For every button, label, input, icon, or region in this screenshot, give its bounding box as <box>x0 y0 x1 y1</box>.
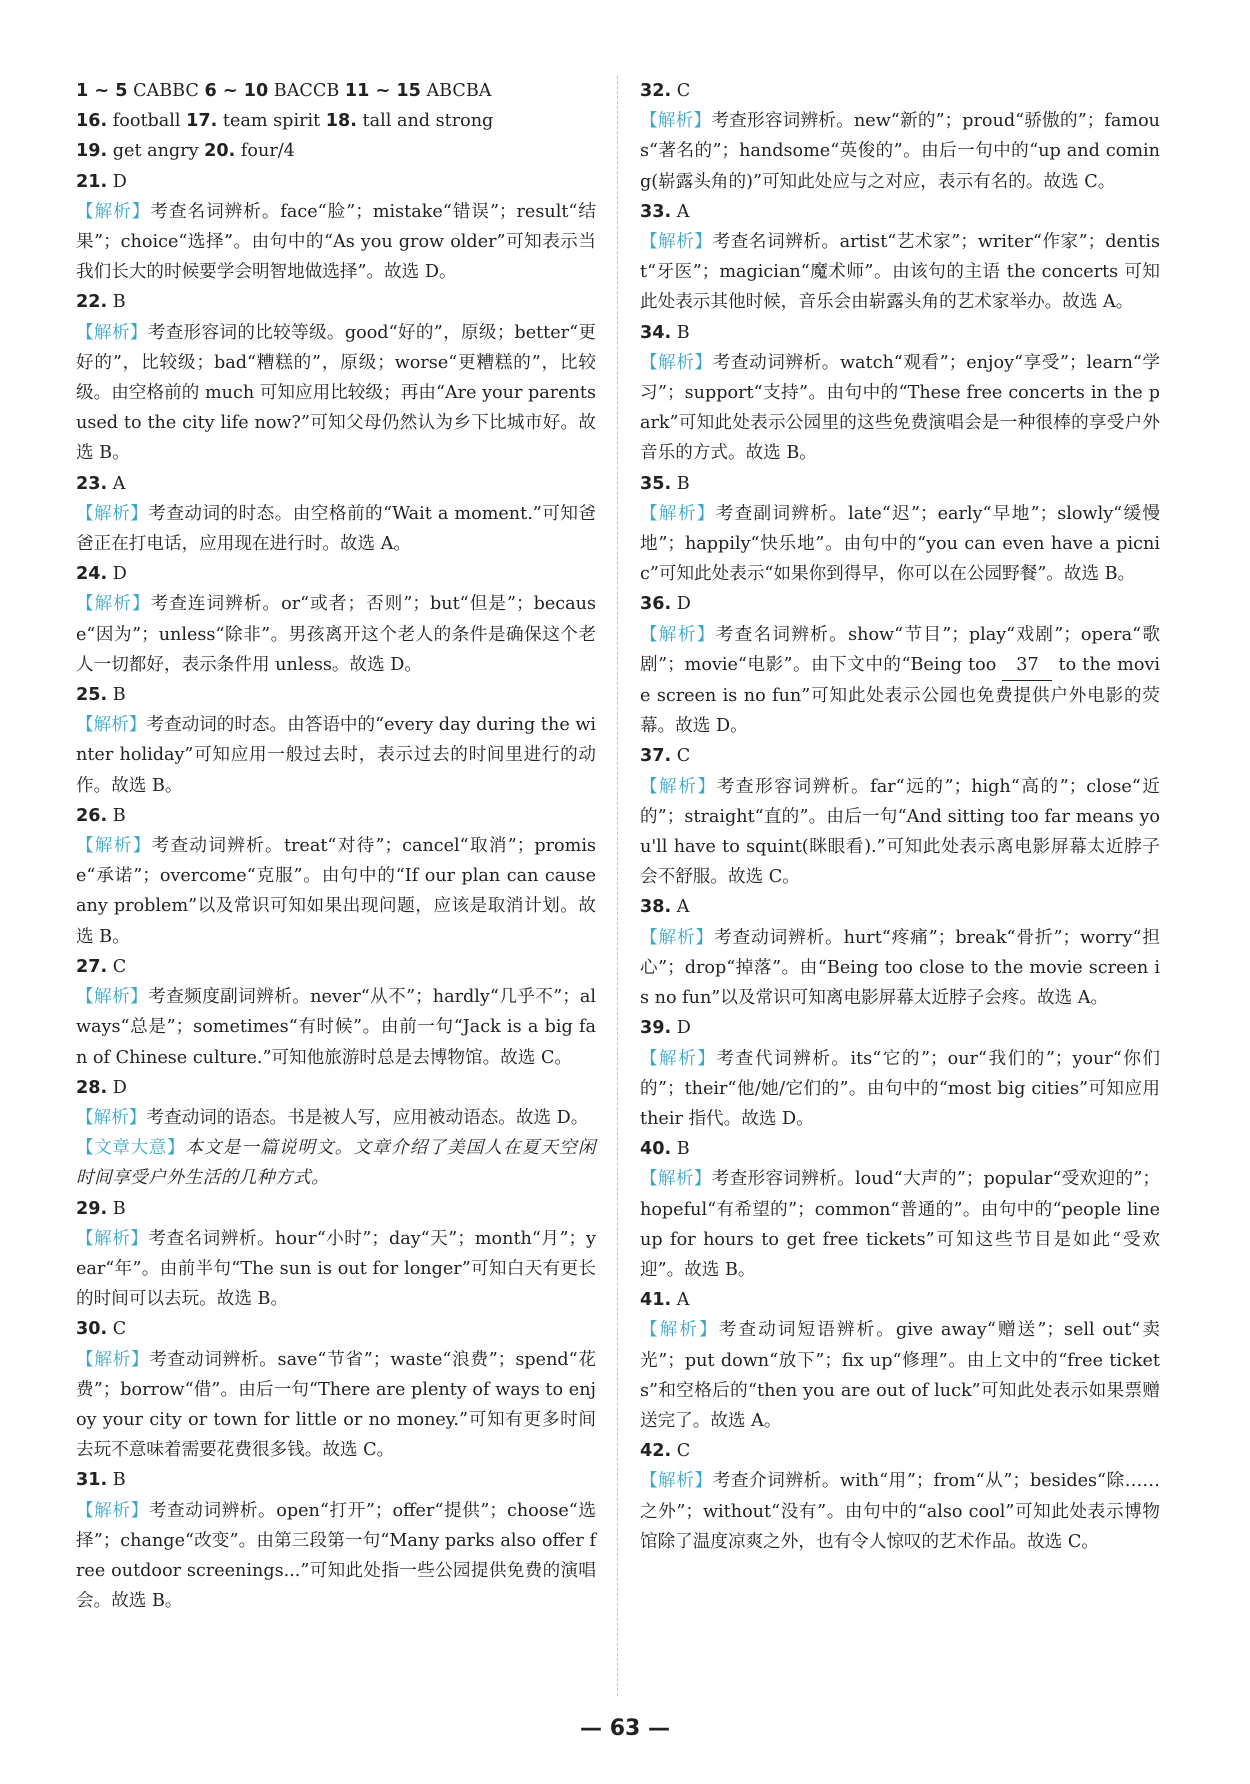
analysis-text: 考查名词辨析。artist“艺术家”；writer“作家”；dentist“牙医”；magician“魔术师”。由该句的主语 the concerts 可知此处表示其他时候，音乐会由崭露头角的艺术家举办。故选 A。 <box>640 232 1160 313</box>
question-number: 34. <box>640 322 672 343</box>
analysis-text: 考查动词辨析。watch“观看”；enjoy“享受”；learn“学习”；support“支持”。由句中的“These free concerts in the park”可知此处表示公园里的这些免费演唱会是一种很棒的享受户外音乐的方式。故选 B。 <box>640 352 1160 464</box>
item-29 <box>76 1194 596 1315</box>
question-number: 42. <box>640 1441 672 1462</box>
analysis-tag: 【解析】 <box>640 1320 719 1341</box>
question-number: 31. <box>76 1470 108 1491</box>
left-column <box>76 76 596 1616</box>
item-25 <box>76 680 596 801</box>
analysis-text: 考查形容词辨析。far“远的”；high“高的”；close“近的”；straight“直的”。由后一句“And sitting too far means you'll have to squint(眯眼看).”可知此处表示离电影屏幕太近脖子会不舒服。故选 C。 <box>640 776 1160 888</box>
question-number: 41. <box>640 1290 672 1311</box>
analysis-text: 考查形容词辨析。loud“大声的”；popular“受欢迎的”；hopeful“有希望的”；common“普通的”。由句中的“people line up for hours to get free tickets”可知这些节目是如此“受欢迎”。故选 B。 <box>640 1169 1160 1280</box>
item-31 <box>76 1465 596 1616</box>
analysis-text: 考查动词辨析。save“节省”；waste“浪费”；spend“花费”；borrow“借”。由后一句“There are plenty of ways to enjoy your city or town for little or no money.”可知有更多时间去玩不意味着需要花费很多钱。故选 C。 <box>76 1349 596 1461</box>
analysis-tag: 【解析】 <box>640 111 712 132</box>
analysis-text: 考查形容词的比较等级。good“好的”，原级；better“更好的”，比较级；bad“糟糕的”，原级；worse“更糟糕的”，比较级。由空格前的 much 可知应用比较级；再由“Are your parents used to the city life now?”可知父母仍然认为乡下比城市好。故选 B。 <box>76 322 596 464</box>
answer-letter: C <box>671 81 691 101</box>
answer-letter: B <box>671 322 690 343</box>
answer-text: team spirit <box>217 111 326 132</box>
question-number: 21. <box>76 171 108 192</box>
analysis-tag: 【解析】 <box>640 503 716 524</box>
analysis-tag: 【解析】 <box>76 322 148 343</box>
answer-letter: D <box>671 1018 691 1039</box>
passage-summary <box>76 1133 596 1193</box>
column-divider <box>617 76 618 1696</box>
question-number: 16. <box>76 111 108 132</box>
right-column <box>640 76 1160 1557</box>
question-number: 32. <box>640 81 672 101</box>
question-number: 37. <box>640 746 672 767</box>
page-number: — 63 — <box>580 1716 670 1741</box>
answer-letter: D <box>107 564 127 585</box>
question-number: 24. <box>76 564 108 585</box>
analysis-text: 考查名词辨析。show“节目”；play“戏剧”；opera“歌剧”；movie“电影”。由下文中的“Being too <box>640 624 1160 675</box>
analysis-text: 考查动词辨析。treat“对待”；cancel“取消”；promise“承诺”；overcome“克服”。由句中的“If our plan can cause any problem”以及常识可知如果出现问题，应该是取消计划。故选 B。 <box>76 836 596 947</box>
item-28 <box>76 1073 596 1133</box>
question-number: 18. <box>325 111 357 132</box>
item-32 <box>640 76 1160 197</box>
question-number: 38. <box>640 897 672 918</box>
answer-letter: C <box>107 956 127 977</box>
question-number: 40. <box>640 1139 672 1160</box>
analysis-text: 考查连词辨析。or“或者；否则”；but“但是”；because“因为”；unless“除非”。男孩离开这个老人的条件是确保这个老人一切都好，表示条件用 unless。故选 D。 <box>76 594 596 675</box>
question-number: 28. <box>76 1077 108 1098</box>
analysis-text: 考查动词短语辨析。give away“赠送”；sell out“卖光”；put down“放下”；fix up“修理”。由上文中的“free tickets”和空格后的“then you are out of luck”可知此处表示如果票赠送完了。故选 A。 <box>640 1320 1160 1431</box>
item-34 <box>640 318 1160 469</box>
answer-letter: D <box>671 594 691 615</box>
answer-line-1 <box>76 76 596 106</box>
item-23 <box>76 469 596 560</box>
answer-letter: C <box>671 746 691 767</box>
analysis-text: to the movie screen is no fun”可知此处表示公园也免费提供户外电影的荧幕。故选 D。 <box>640 654 1160 737</box>
answer-key: CABBC <box>127 81 205 101</box>
answer-letter: A <box>671 897 690 918</box>
analysis-tag: 【解析】 <box>76 1500 149 1521</box>
answer-key: ABCBA <box>420 81 492 101</box>
analysis-text: 考查动词的语态。书是被人写，应用被动语态。故选 D。 <box>146 1107 589 1128</box>
analysis-tag: 【解析】 <box>640 352 713 373</box>
answer-letter: C <box>107 1319 127 1340</box>
analysis-text: 考查动词的时态。由空格前的“Wait a moment.”可知爸爸正在打电话，应用现在进行时。故选 A。 <box>76 503 596 555</box>
question-number: 27. <box>76 956 108 977</box>
item-30 <box>76 1314 596 1465</box>
analysis-text: 考查介词辨析。with“用”；from“从”；besides“除……之外”；without“没有”。由句中的“also cool”可知此处表示博物馆除了温度凉爽之外，也有令人惊叹的艺术作品。故选 C。 <box>640 1471 1160 1552</box>
answer-letter: B <box>107 292 126 313</box>
answer-text: tall and strong <box>356 111 494 132</box>
item-42 <box>640 1436 1160 1557</box>
answer-letter: B <box>671 1139 690 1160</box>
analysis-text: 考查频度副词辨析。never“从不”；hardly“几乎不”；always“总是”；sometimes“有时候”。由前一句“Jack is a big fan of Chinese culture.”可知他旅游时总是去博物馆。故选 C。 <box>76 987 596 1068</box>
analysis-tag: 【解析】 <box>76 987 149 1008</box>
answer-letter: A <box>671 201 690 222</box>
answer-text: four/4 <box>235 141 295 162</box>
answer-letter: B <box>107 805 126 826</box>
question-number: 35. <box>640 473 672 494</box>
analysis-text: 考查名词辨析。hour“小时”；day“天”；month“月”；year“年”。由前半句“The sun is out for longer”可知白天有更长的时间可以去玩。故选 B。 <box>76 1228 596 1310</box>
summary-text: 本文是一篇说明文。文章介绍了美国人在夏天空闲时间享受户外生活的几种方式。 <box>76 1138 596 1189</box>
item-26 <box>76 801 596 952</box>
item-27 <box>76 952 596 1073</box>
item-40 <box>640 1134 1160 1285</box>
question-number: 29. <box>76 1198 108 1219</box>
answer-letter: B <box>107 685 126 706</box>
analysis-tag: 【解析】 <box>640 1169 712 1190</box>
analysis-tag: 【解析】 <box>640 1471 713 1492</box>
analysis-tag: 【解析】 <box>76 715 147 736</box>
question-number: 36. <box>640 594 672 615</box>
analysis-text: 考查动词的时态。由答语中的“every day during the winter holiday”可知应用一般过去时，表示过去的时间里进行的动作。故选 B。 <box>76 715 597 796</box>
analysis-tag: 【解析】 <box>640 232 713 253</box>
answer-text: football <box>107 111 187 132</box>
answer-line-2 <box>76 106 596 136</box>
item-24 <box>76 559 596 680</box>
question-number: 33. <box>640 201 672 222</box>
analysis-tag: 【解析】 <box>76 1107 147 1128</box>
question-number: 39. <box>640 1018 672 1039</box>
analysis-tag: 【解析】 <box>640 927 715 948</box>
analysis-text: 考查形容词辨析。new“新的”；proud“骄傲的”；famous“著名的”；handsome“英俊的”。由后一句中的“up and coming(崭露头角的)”可知此处应与之对应，表示有名的。故选 C。 <box>640 111 1160 192</box>
analysis-tag: 【解析】 <box>76 503 149 524</box>
answer-letter: D <box>107 1077 127 1098</box>
analysis-tag: 【解析】 <box>76 1349 150 1370</box>
answer-letter: B <box>671 473 690 494</box>
item-33 <box>640 197 1160 318</box>
analysis-text: 考查名词辨析。face“脸”；mistake“错误”；result“结果”；choice“选择”。由句中的“As you grow older”可知表示当我们长大的时候要学会明智地做选择”。故选 D。 <box>76 201 596 283</box>
item-37 <box>640 741 1160 892</box>
answer-range: 1 ~ 5 <box>76 81 128 101</box>
analysis-text: 考查动词辨析。open“打开”；offer“提供”；choose“选择”；change“改变”。由第三段第一句“Many parks also offer free outdoor screenings...”可知此处指一些公园提供免费的演唱会。故选 B。 <box>76 1500 596 1612</box>
analysis-tag: 【解析】 <box>76 836 152 857</box>
analysis-text: 考查副词辨析。late“迟”；early“早地”；slowly“缓慢地”；happily“快乐地”。由句中的“you can even have a picnic”可知此处表示“如果你到得早，你可以在公园野餐”。故选 B。 <box>640 503 1160 585</box>
question-number: 25. <box>76 685 108 706</box>
answer-letter: A <box>107 473 126 494</box>
answer-key: BACCB <box>268 81 345 101</box>
item-36 <box>640 589 1160 741</box>
answer-letter: B <box>107 1470 126 1491</box>
item-38 <box>640 892 1160 1013</box>
answer-range: 6 ~ 10 <box>204 81 269 101</box>
answer-text: get angry <box>107 141 205 162</box>
question-number: 20. <box>204 141 236 162</box>
answer-range: 11 ~ 15 <box>344 81 421 101</box>
answer-letter: D <box>107 171 127 192</box>
question-number: 19. <box>76 141 108 162</box>
item-21 <box>76 167 596 288</box>
analysis-tag: 【解析】 <box>640 776 717 797</box>
item-22 <box>76 287 596 468</box>
item-39 <box>640 1013 1160 1134</box>
question-number: 17. <box>186 111 218 132</box>
analysis-tag: 【解析】 <box>640 624 716 645</box>
answer-line-3 <box>76 136 596 166</box>
item-35 <box>640 469 1160 590</box>
analysis-tag: 【解析】 <box>76 1228 149 1249</box>
question-number: 22. <box>76 292 108 313</box>
analysis-tag: 【解析】 <box>76 201 151 222</box>
question-number: 23. <box>76 473 108 494</box>
analysis-tag: 【解析】 <box>640 1048 717 1069</box>
blank-number: 37 <box>1002 650 1052 681</box>
analysis-text: 考查代词辨析。its“它的”；our“我们的”；your“你们的”；their“他/她/它们的”。由句中的“most big cities”可知应用 their 指代。故选 D。 <box>640 1048 1160 1129</box>
question-number: 26. <box>76 805 108 826</box>
answer-letter: A <box>671 1290 690 1311</box>
analysis-text: 考查动词辨析。hurt“疼痛”；break“骨折”；worry“担心”；drop“掉落”。由“Being too close to the movie screen is no fun”以及常识可知离电影屏幕太近脖子会疼。故选 A。 <box>640 927 1160 1009</box>
answer-letter: B <box>107 1198 126 1219</box>
answer-letter: C <box>671 1441 691 1462</box>
item-41 <box>640 1285 1160 1436</box>
summary-tag: 【文章大意】 <box>76 1138 186 1159</box>
question-number: 30. <box>76 1319 108 1340</box>
analysis-tag: 【解析】 <box>76 594 151 615</box>
